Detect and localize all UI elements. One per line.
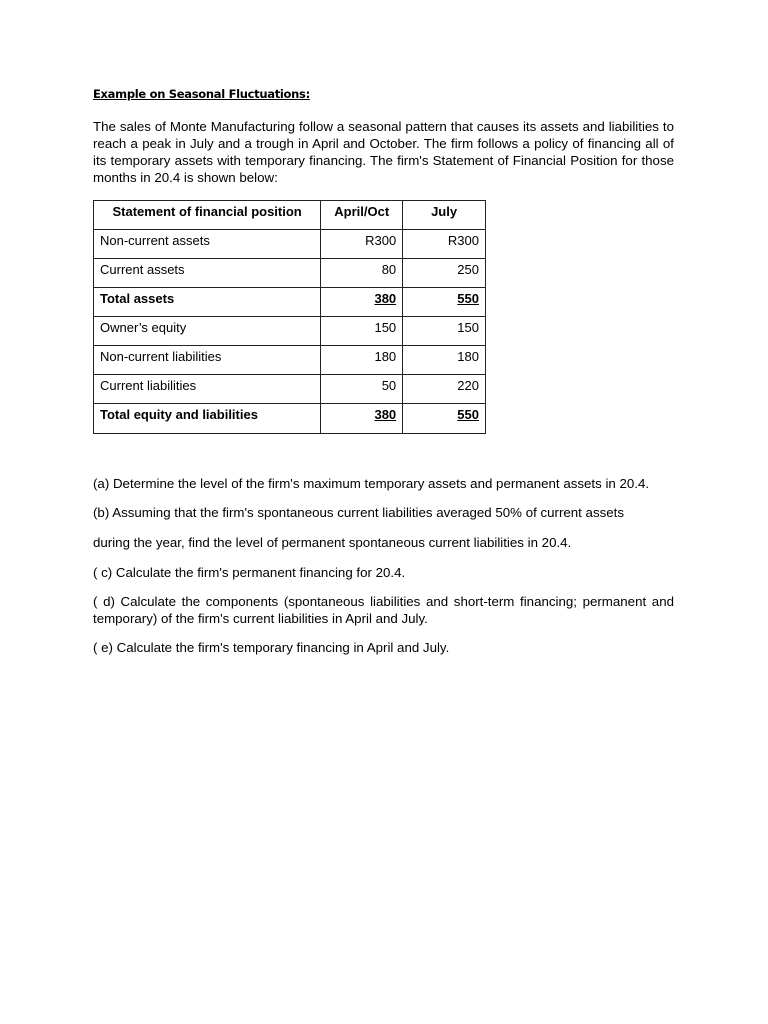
- question-b-line2: during the year, find the level of permanent spontaneous current liabilities in 20.4.: [93, 535, 572, 550]
- table-row: [94, 346, 486, 375]
- question-a: (a) Determine the level of the firm's maximum temporary assets and permanent assets in 20.4.: [93, 476, 650, 491]
- april-oct-value: 180: [321, 346, 403, 375]
- table-row: [94, 317, 486, 346]
- april-oct-value: R300: [321, 230, 403, 259]
- april-oct-value: 150: [321, 317, 403, 346]
- total-value: 550: [457, 291, 479, 306]
- april-oct-value: 80: [321, 259, 403, 288]
- header-statement: Statement of financial position: [94, 201, 321, 230]
- july-value: 250: [403, 259, 486, 288]
- row-label: Non-current assets: [94, 230, 321, 259]
- table-row-total: [94, 404, 486, 434]
- july-value: 150: [403, 317, 486, 346]
- header-april-oct: April/Oct: [321, 201, 403, 230]
- april-oct-value: [321, 404, 403, 434]
- question-b-line1: (b) Assuming that the firm's spontaneous current liabilities averaged 50% of current assets: [93, 505, 624, 520]
- row-label: Current liabilities: [94, 375, 321, 404]
- financial-position-table: [93, 200, 486, 434]
- row-label: Current assets: [94, 259, 321, 288]
- total-value: 380: [374, 407, 397, 422]
- questions-list: [93, 475, 674, 656]
- row-label: Owner’s equity: [94, 317, 321, 346]
- question-c: ( c) Calculate the firm's permanent financing for 20.4.: [93, 565, 406, 580]
- row-label: Non-current liabilities: [94, 346, 321, 375]
- july-value: 220: [403, 375, 486, 404]
- question-d: ( d) Calculate the components (spontaneous liabilities and short-term financing; permanent and temporary) of the firm's current liabilities in April and July.: [93, 594, 674, 626]
- july-value: [403, 404, 486, 434]
- row-label: Total equity and liabilities: [94, 404, 321, 434]
- table-row-total: [94, 288, 486, 317]
- july-value: [403, 288, 486, 317]
- document-heading: Example on Seasonal Fluctuations:: [93, 87, 310, 101]
- row-label: Total assets: [94, 288, 321, 317]
- table-header-row: [94, 201, 486, 230]
- header-july: July: [403, 201, 486, 230]
- table-row: [94, 259, 486, 288]
- intro-paragraph: The sales of Monte Manufacturing follow a seasonal pattern that causes its assets and liabilities to reach a peak in July and a trough in April and October. The firm follows a policy of financing all of its temporary assets with temporary financing. The firm's Statement of Financial Position for those months in 20.4 is shown below:: [93, 119, 674, 185]
- total-value: 550: [457, 407, 479, 422]
- july-value: 180: [403, 346, 486, 375]
- question-e: ( e) Calculate the firm's temporary financing in April and July.: [93, 640, 450, 655]
- table-row: [94, 230, 486, 259]
- april-oct-value: 50: [321, 375, 403, 404]
- document-page: [93, 86, 674, 655]
- table-row: [94, 375, 486, 404]
- total-value: 380: [374, 291, 397, 306]
- april-oct-value: [321, 288, 403, 317]
- july-value: R300: [403, 230, 486, 259]
